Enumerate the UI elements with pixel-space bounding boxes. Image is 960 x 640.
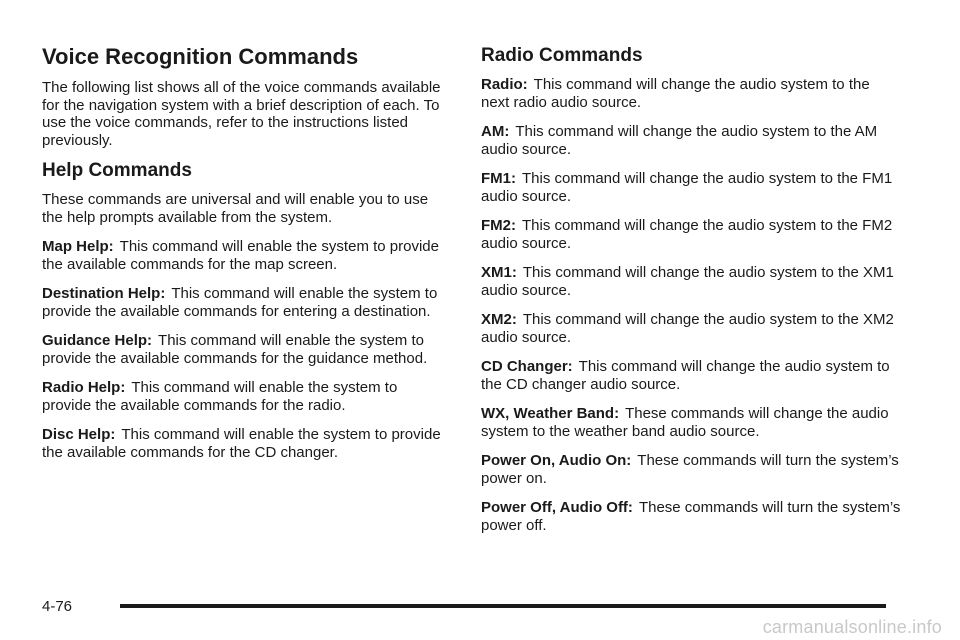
command-description: This command will change the audio system to the XM1 audio source.	[481, 264, 894, 299]
intro-paragraph: The following list shows all of the voice commands available for the navigation system with a brief description of each. To use the voice commands, refer to the instructions listed previously.	[42, 79, 441, 149]
command-term: XM2:	[481, 311, 517, 328]
command-description: This command will enable the system to provide the available commands for entering a destination.	[42, 285, 438, 320]
command-term: CD Changer:	[481, 358, 573, 375]
left-column	[42, 44, 444, 473]
radio-item-weather-band	[481, 405, 901, 440]
help-item-radio	[42, 379, 444, 414]
command-term: Destination Help:	[42, 285, 166, 302]
radio-item-xm2	[481, 311, 901, 346]
help-item-disc	[42, 426, 444, 461]
radio-item-fm1	[481, 170, 901, 205]
command-description: This command will change the audio system to the CD changer audio source.	[481, 358, 890, 393]
watermark: carmanualsonline.info	[762, 617, 942, 637]
command-description: This command will enable the system to provide the available commands for the map screen.	[42, 238, 439, 273]
radio-item-radio	[481, 76, 901, 111]
command-term: Map Help:	[42, 238, 114, 255]
command-description: This command will enable the system to provide the available commands for the radio.	[42, 379, 398, 414]
command-term: Radio:	[481, 76, 528, 93]
page-number: 4-76	[42, 598, 73, 615]
command-description: This command will change the audio system to the AM audio source.	[481, 123, 878, 158]
command-term: Radio Help:	[42, 379, 126, 396]
footer-divider	[120, 604, 886, 608]
help-description: These commands are universal and will enable you to use the help prompts available from the system.	[42, 191, 429, 226]
radio-commands-heading: Radio Commands	[481, 45, 643, 66]
help-item-guidance	[42, 332, 444, 367]
command-term: Power Off, Audio Off:	[481, 499, 633, 516]
help-item-destination	[42, 285, 444, 320]
command-term: Disc Help:	[42, 426, 116, 443]
command-description: This command will change the audio system to the next radio audio source.	[481, 76, 870, 111]
command-term: AM:	[481, 123, 510, 140]
help-item-map	[42, 238, 444, 273]
page-title: Voice Recognition Commands	[42, 44, 359, 69]
command-description: This command will change the audio system to the XM2 audio source.	[481, 311, 894, 346]
radio-item-fm2	[481, 217, 901, 252]
command-description: This command will enable the system to provide the available commands for the CD changer.	[42, 426, 441, 461]
command-term: XM1:	[481, 264, 517, 281]
radio-item-xm1	[481, 264, 901, 299]
radio-item-power-off	[481, 499, 901, 534]
command-term: Power On, Audio On:	[481, 452, 632, 469]
command-term: FM1:	[481, 170, 516, 187]
command-term: Guidance Help:	[42, 332, 153, 349]
help-commands-heading: Help Commands	[42, 160, 192, 181]
radio-item-power-on	[481, 452, 901, 487]
command-description: These commands will turn the system’s power off.	[481, 499, 901, 534]
command-term: WX, Weather Band:	[481, 405, 620, 422]
radio-item-am	[481, 123, 901, 158]
command-description: These commands will change the audio system to the weather band audio source.	[481, 405, 889, 440]
command-description: This command will change the audio system to the FM1 audio source.	[481, 170, 893, 205]
command-description: This command will change the audio system to the FM2 audio source.	[481, 217, 893, 252]
right-column	[481, 44, 901, 546]
command-term: FM2:	[481, 217, 516, 234]
command-description: This command will enable the system to provide the available commands for the guidance method.	[42, 332, 428, 367]
radio-item-cd-changer	[481, 358, 901, 393]
command-description: These commands will turn the system’s power on.	[481, 452, 899, 487]
